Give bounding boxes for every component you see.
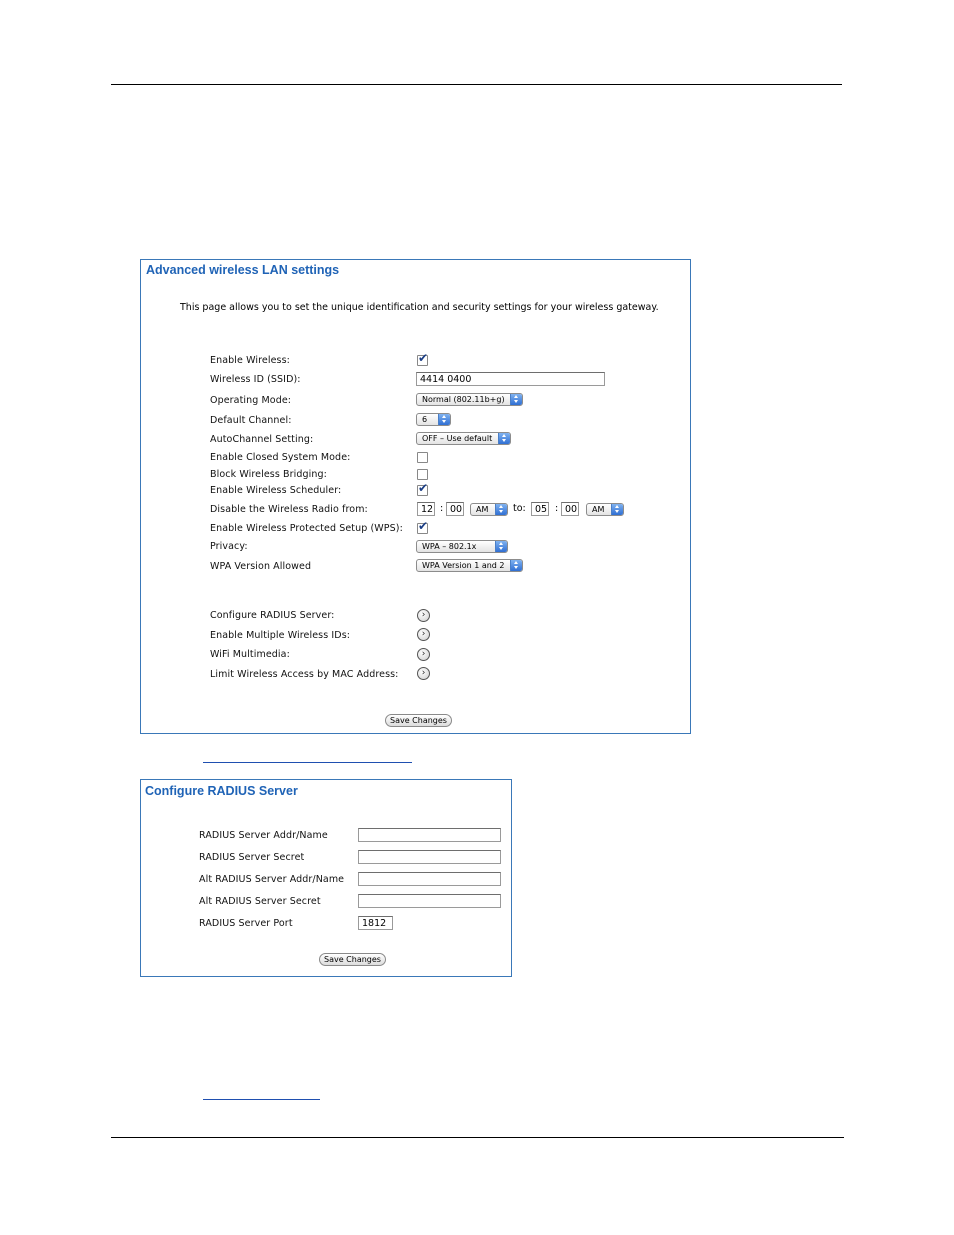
multiple-ids-label: Enable Multiple Wireless IDs: (210, 630, 351, 641)
operating-mode-select[interactable] (416, 393, 523, 406)
closed-system-checkbox[interactable] (417, 452, 428, 463)
radius-port-label: RADIUS Server Port (199, 918, 293, 929)
wps-checkbox[interactable] (417, 519, 429, 534)
checkmark-icon: ✔ (418, 351, 429, 365)
bottom-link-underline[interactable] (203, 1099, 320, 1100)
to-ampm-select[interactable] (586, 503, 624, 516)
radius-save-button[interactable]: Save Changes (319, 953, 386, 966)
radius-secret-input[interactable] (358, 850, 501, 864)
disable-radio-label: Disable the Wireless Radio from: (210, 504, 368, 515)
checkmark-icon: ✔ (418, 519, 429, 533)
radius-addr-label: RADIUS Server Addr/Name (199, 830, 328, 841)
radius-panel-title: Configure RADIUS Server (145, 784, 298, 798)
limit-mac-go-icon[interactable]: › (417, 667, 430, 680)
wpa-version-select[interactable] (416, 559, 523, 572)
block-bridging-label: Block Wireless Bridging: (210, 469, 327, 480)
select-arrows-icon (510, 394, 522, 405)
default-channel-value: 6 (422, 415, 428, 424)
select-arrows-icon (498, 433, 510, 444)
multiple-ids-go-icon[interactable]: › (417, 628, 430, 641)
ssid-label: Wireless ID (SSID): (210, 374, 301, 385)
advanced-wireless-panel (140, 259, 691, 734)
operating-mode-label: Operating Mode: (210, 395, 292, 406)
config-radius-go-icon[interactable]: › (417, 609, 430, 622)
time-colon: : (440, 503, 444, 514)
wps-label: Enable Wireless Protected Setup (WPS): (210, 523, 403, 534)
ssid-input[interactable]: 4414 0400 (416, 372, 605, 386)
default-channel-select[interactable] (416, 413, 451, 426)
figure-link-underline[interactable] (203, 762, 412, 763)
autochannel-label: AutoChannel Setting: (210, 434, 314, 445)
alt-radius-secret-input[interactable] (358, 894, 501, 908)
enable-wireless-checkbox[interactable] (417, 351, 429, 366)
select-arrows-icon (495, 541, 507, 552)
to-hour-input[interactable]: 05 (531, 502, 549, 516)
select-arrows-icon (438, 414, 450, 425)
privacy-value: WPA – 802.1x (422, 542, 477, 551)
radius-secret-label: RADIUS Server Secret (199, 852, 305, 863)
select-arrows-icon (510, 560, 522, 571)
enable-wireless-label: Enable Wireless: (210, 355, 290, 366)
to-minute-input[interactable]: 00 (561, 502, 579, 516)
default-channel-label: Default Channel: (210, 415, 292, 426)
limit-mac-label: Limit Wireless Access by MAC Address: (210, 669, 399, 680)
operating-mode-value: Normal (802.11b+g) (422, 395, 505, 404)
wifi-multimedia-label: WiFi Multimedia: (210, 649, 290, 660)
header-rule (111, 84, 842, 85)
select-arrows-icon (495, 504, 507, 515)
footer-rule (111, 1137, 844, 1138)
radius-addr-input[interactable] (358, 828, 501, 842)
wpa-version-label: WPA Version Allowed (210, 561, 312, 572)
config-radius-label: Configure RADIUS Server: (210, 610, 335, 621)
wpa-version-value: WPA Version 1 and 2 (422, 561, 505, 570)
from-hour-input[interactable]: 12 (417, 502, 435, 516)
advanced-save-button[interactable]: Save Changes (385, 714, 452, 727)
advanced-panel-title: Advanced wireless LAN settings (146, 263, 340, 277)
closed-system-label: Enable Closed System Mode: (210, 452, 351, 463)
alt-radius-addr-label: Alt RADIUS Server Addr/Name (199, 874, 345, 885)
scheduler-label: Enable Wireless Scheduler: (210, 485, 342, 496)
to-ampm-value: AM (592, 505, 605, 514)
from-ampm-select[interactable] (470, 503, 508, 516)
from-ampm-value: AM (476, 505, 489, 514)
block-bridging-checkbox[interactable] (417, 469, 428, 480)
privacy-select[interactable] (416, 540, 508, 553)
from-minute-input[interactable]: 00 (446, 502, 464, 516)
checkmark-icon: ✔ (418, 481, 429, 495)
radius-port-input[interactable]: 1812 (358, 916, 393, 930)
select-arrows-icon (611, 504, 623, 515)
autochannel-value: OFF – Use default (422, 434, 493, 443)
wifi-multimedia-go-icon[interactable]: › (417, 648, 430, 661)
scheduler-checkbox[interactable] (417, 481, 429, 496)
advanced-intro-text: This page allows you to set the unique identification and security settings for your wireless gateway. (180, 302, 659, 313)
alt-radius-secret-label: Alt RADIUS Server Secret (199, 896, 321, 907)
privacy-label: Privacy: (210, 541, 248, 552)
autochannel-select[interactable] (416, 432, 511, 445)
time-colon: : (555, 503, 559, 514)
to-label: to: (513, 503, 526, 514)
alt-radius-addr-input[interactable] (358, 872, 501, 886)
